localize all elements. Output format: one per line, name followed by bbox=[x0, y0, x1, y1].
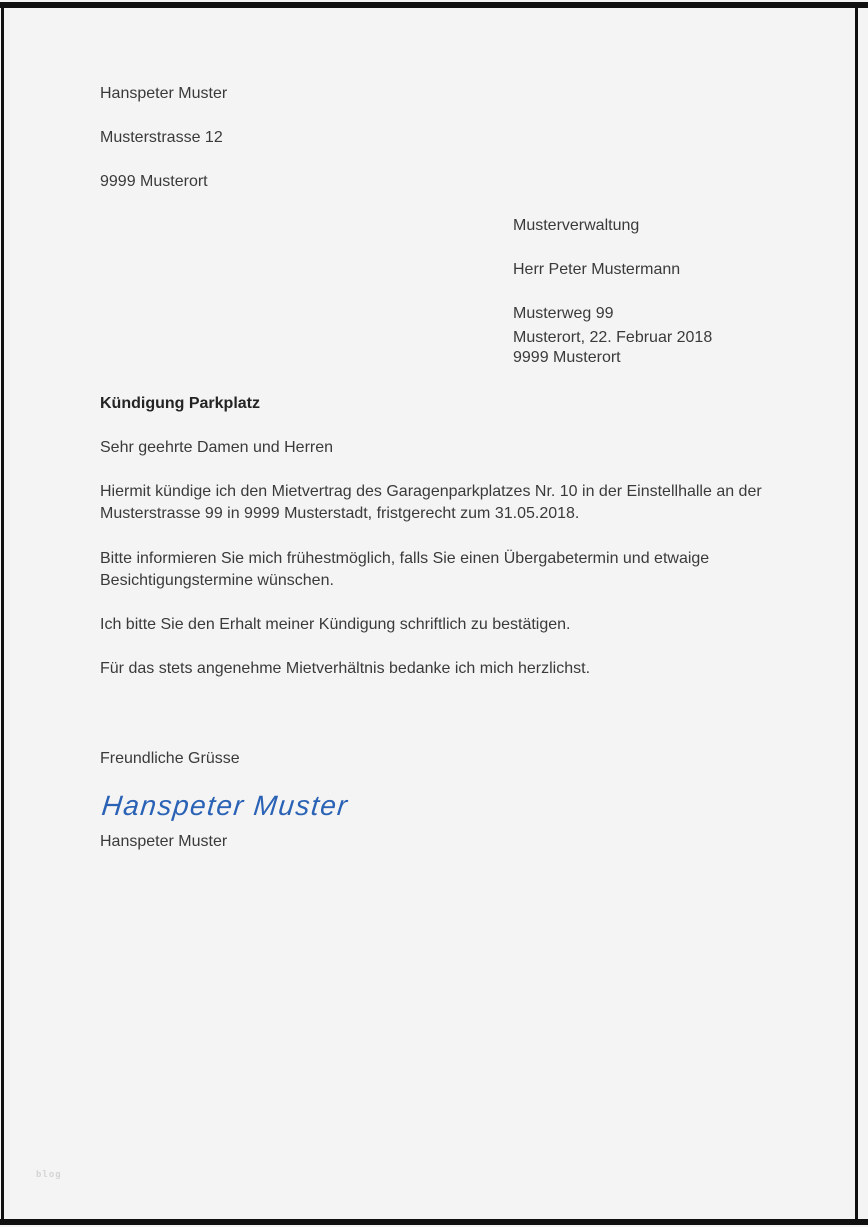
sender-city: 9999 Musterort bbox=[100, 173, 208, 190]
page-border-top bbox=[0, 2, 868, 8]
recipient-person: Herr Peter Mustermann bbox=[513, 261, 681, 278]
subject-line: Kündigung Parkplatz bbox=[100, 395, 260, 412]
recipient-city: 9999 Musterort bbox=[513, 349, 621, 366]
signature-typed-name: Hanspeter Muster bbox=[100, 833, 228, 850]
page-border-left bbox=[1, 4, 4, 1223]
sender-street: Musterstrasse 12 bbox=[100, 129, 223, 146]
body-paragraph: Für das stets angenehme Mietverhältnis bedanke ich mich herzlichst. bbox=[100, 660, 591, 677]
salutation: Sehr geehrte Damen und Herren bbox=[100, 439, 334, 456]
recipient-street: Musterweg 99 bbox=[513, 305, 614, 322]
recipient-company: Musterverwaltung bbox=[513, 217, 640, 234]
recipient-address-block bbox=[513, 193, 680, 391]
handwritten-signature: Hanspeter Muster bbox=[100, 790, 351, 821]
sender-name: Hanspeter Muster bbox=[100, 85, 228, 102]
body-paragraph: Ich bitte Sie den Erhalt meiner Kündigung schriftlich zu bestätigen. bbox=[100, 616, 571, 633]
date-line: Musterort, 22. Februar 2018 bbox=[513, 329, 713, 346]
closing-line: Freundliche Grüsse bbox=[100, 750, 240, 767]
sender-address-block bbox=[100, 61, 227, 215]
page-border-right bbox=[855, 7, 858, 1220]
page-border-bottom bbox=[0, 1219, 868, 1225]
watermark-text: blog bbox=[36, 1170, 62, 1180]
body-paragraph: Bitte informieren Sie mich frühestmöglich, falls Sie einen Übergabetermin und etwaige Besichtigungstermine wünschen. bbox=[100, 550, 710, 589]
body-paragraph: Hiermit kündige ich den Mietvertrag des Garagenparkplatzes Nr. 10 in der Einstellhalle an der Musterstrasse 99 in 9999 Musterstadt, fristgerecht zum 31.05.2018. bbox=[100, 483, 762, 522]
